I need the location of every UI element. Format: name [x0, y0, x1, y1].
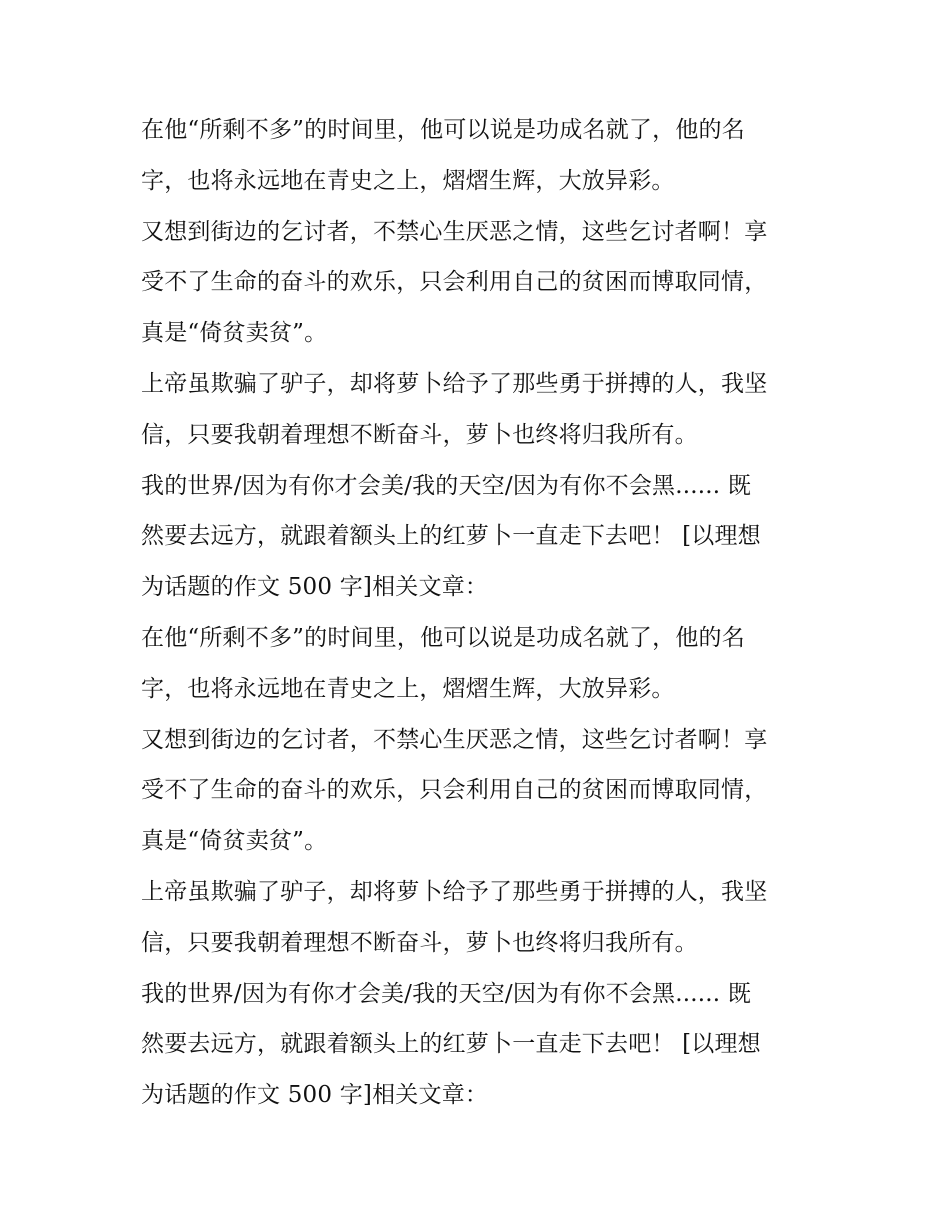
text-line: 真是“倚贫卖贫”。	[141, 320, 328, 347]
text-line: 真是“倚贫卖贫”。	[141, 828, 328, 855]
text-line: 信，只要我朝着理想不断奋斗，萝卜也终将归我所有。	[141, 929, 698, 956]
text-line: 为话题的作文 500 字]相关文章：	[141, 1082, 489, 1109]
text-line: 在他“所剩不多”的时间里，他可以说是功成名就了，他的名	[141, 117, 745, 143]
text-line: 字，也将永远地在青史之上，熠熠生辉，大放异彩。	[141, 167, 675, 194]
text-line: 字，也将永远地在青史之上，熠熠生辉，大放异彩。	[141, 675, 675, 702]
document-body	[141, 105, 821, 1121]
text-line: 在他“所剩不多”的时间里，他可以说是功成名就了，他的名	[141, 624, 745, 651]
text-line: 我的世界/因为有你才会美/我的天空/因为有你不会黑...... 既	[141, 980, 752, 1007]
text-line: 受不了生命的奋斗的欢乐，只会利用自己的贫困而博取同情，	[141, 269, 768, 296]
text-line: 上帝虽欺骗了驴子，却将萝卜给予了那些勇于拼搏的人，我坚	[141, 370, 768, 397]
text-line: 上帝虽欺骗了驴子，却将萝卜给予了那些勇于拼搏的人，我坚	[141, 878, 768, 905]
text-line: 然要去远方，就跟着额头上的红萝卜一直走下去吧！ [以理想	[141, 523, 761, 550]
text-line: 又想到街边的乞讨者，不禁心生厌恶之情，这些乞讨者啊！享	[141, 726, 768, 753]
text-line: 又想到街边的乞讨者，不禁心生厌恶之情，这些乞讨者啊！享	[141, 218, 768, 245]
text-line: 然要去远方，就跟着额头上的红萝卜一直走下去吧！ [以理想	[141, 1031, 761, 1058]
text-line: 为话题的作文 500 字]相关文章：	[141, 574, 489, 601]
text-line: 受不了生命的奋斗的欢乐，只会利用自己的贫困而博取同情，	[141, 777, 768, 804]
text-line: 信，只要我朝着理想不断奋斗，萝卜也终将归我所有。	[141, 421, 698, 448]
text-line: 我的世界/因为有你才会美/我的天空/因为有你不会黑...... 既	[141, 472, 752, 499]
